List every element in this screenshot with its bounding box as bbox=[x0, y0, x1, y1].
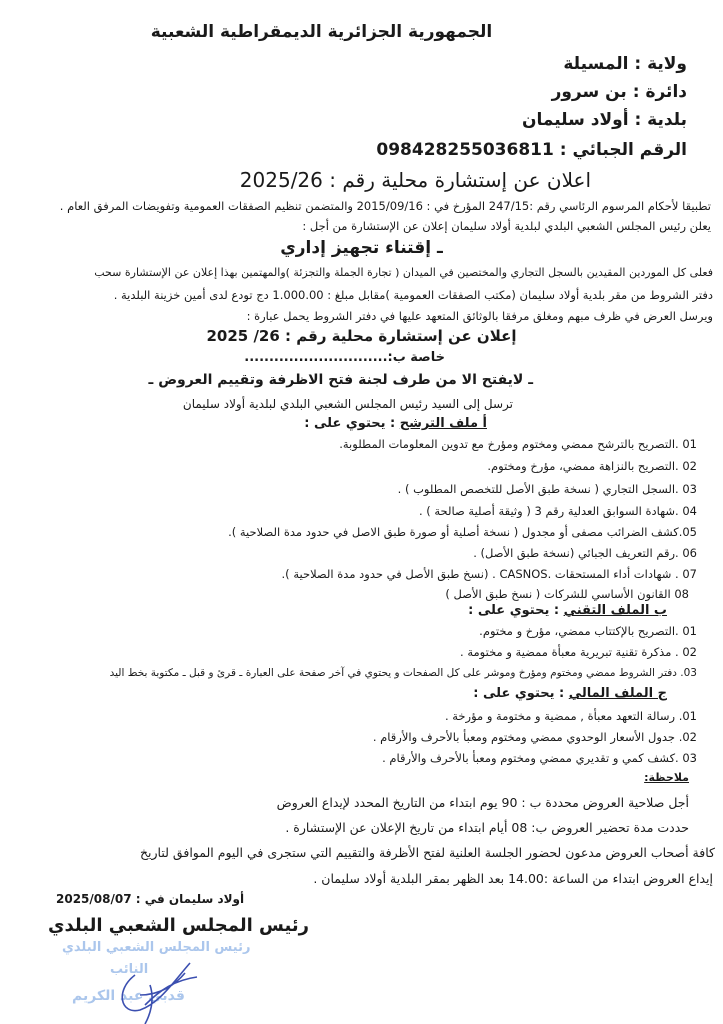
notes-label: ملاحظة: bbox=[644, 771, 689, 784]
baladiya-line: بلدية : أولاد سليمان bbox=[521, 110, 687, 130]
republic-heading: الجمهورية الجزائرية الديمقراطية الشعبية bbox=[150, 22, 493, 42]
para-3: ويرسل العرض في ظرف مبهم ومغلق مرفقا بالوثائق المتعهد عليها في دفتر الشروط يحمل عبارة : bbox=[246, 309, 713, 323]
stamp-line: النائب bbox=[110, 962, 149, 977]
list-item: 03. دفتر الشروط ممضي ومختوم ومؤرخ وموشر على كل الصفحات و يحتوي في آخر صفحة على العبارة ـ قرئ و قبل ـ مكتوبة بخط اليد bbox=[109, 667, 697, 679]
list-item: 08 القانون الأساسي للشركات ( نسخ طبق الأصل ) bbox=[445, 587, 689, 601]
section-b-title: ب الملف التقني bbox=[563, 603, 667, 618]
announcer-line: يعلن رئيس المجلس الشعبي البلدي لبلدية أولاد سليمان إعلان عن الإستشارة من أجل : bbox=[302, 219, 711, 233]
section-b-heading bbox=[468, 603, 667, 618]
note-line: إيداع العروض ابتداء من الساعة :14.00 بعد الظهر بمقر البلدية أولاد سليمان . bbox=[313, 871, 713, 886]
section-b-suffix: : يحتوي على : bbox=[468, 603, 564, 618]
announcement-title: اعلان عن إستشارة محلية رقم : 2025/26 bbox=[239, 168, 591, 192]
para-2: دفتر الشروط من مقر بلدية أولاد سليمان (مكتب الصفقات العمومية )مقابل مبلغ : 1.000.00 دج تودع لدى أمين خزينة البلدية . bbox=[113, 288, 713, 302]
signatory-title: رئيس المجلس الشعبي البلدي bbox=[48, 915, 309, 936]
section-c-heading bbox=[473, 686, 667, 701]
list-item: 03 .السجل التجاري ( نسخة طبق الأصل للتخصص المطلوب ) . bbox=[397, 482, 697, 496]
list-item: 02. جدول الأسعار الوحدوي ممضي ومختوم ومعبأ بالأحرف والأرقام . bbox=[372, 730, 697, 744]
list-item: 01 .التصريح بالإكتتاب ممضي، مؤرخ و مختوم. bbox=[479, 624, 697, 638]
stamp-line: قدبي عبد الكريم bbox=[72, 988, 185, 1004]
list-item: 06 .رقم التعريف الجبائي (نسخة طبق الأصل) . bbox=[473, 546, 697, 560]
section-a-suffix: : يحتوي على : bbox=[304, 416, 400, 431]
envelope-recipient: ترسل إلى السيد رئيس المجلس الشعبي البلدي لبلدية أولاد سليمان bbox=[182, 397, 513, 411]
list-item: 07 . شهادات أداء المستحقات .CASNOS . (نسخ طبق الأصل في حدود مدة الصلاحية ). bbox=[281, 567, 697, 581]
para-1: فعلى كل الموردين المقيدين بالسجل التجاري والمختصين في الميدان ( تجارة الجملة والتجزئة )والمهتمين بهذا إعلان عن الإستشارة سحب bbox=[94, 266, 713, 279]
subject-heading: ـ إقتناء تجهيز إداري bbox=[280, 238, 443, 258]
list-item: 01. رسالة التعهد معبأة , ممضية و مختومة و مؤرخة . bbox=[444, 709, 697, 723]
note-line: حددت مدة تحضير العروض ب: 08 أيام ابتداء من تاريخ الإعلان عن الإستشارة . bbox=[285, 820, 689, 835]
section-a-heading bbox=[304, 416, 487, 431]
envelope-special: خاصة ب:............................. bbox=[244, 350, 445, 365]
list-item: 02 .التصريح بالنزاهة ممضي، مؤرخ ومختوم. bbox=[487, 459, 697, 473]
section-c-suffix: : يحتوي على : bbox=[473, 686, 569, 701]
section-a-title: أ ملف الترشح bbox=[399, 416, 487, 431]
list-item: 01 .التصريح بالترشح ممضي ومختوم ومؤرخ مع تدوين المعلومات المطلوبة. bbox=[339, 437, 697, 451]
place-date: أولاد سليمان في : 2025/08/07 bbox=[56, 892, 245, 906]
envelope-notice: ـ لايفتح الا من طرف لجنة فتح الاظرفة وتقييم العروض ـ bbox=[148, 372, 533, 388]
signature-icon bbox=[105, 955, 205, 1024]
list-item: 02 . مذكرة تقنية تبريرية معبأة ممضية و مختومة . bbox=[460, 645, 697, 659]
section-c-title: ج الملف المالي bbox=[568, 686, 667, 701]
list-item: 03 .كشف كمي و تقديري ممضي ومختوم ومعبأ بالأحرف والأرقام . bbox=[382, 751, 697, 765]
envelope-title: إعلان عن إستشارة محلية رقم : 26/ 2025 bbox=[206, 327, 517, 345]
stamp-line: رئيس المجلس الشعبي البلدي bbox=[62, 940, 251, 955]
daira-line: دائرة : بن سرور bbox=[551, 82, 687, 102]
list-item: 05.كشف الضرائب مصفى أو مجدول ( نسخة أصلية أو صورة طبق الاصل في حدود مدة الصلاحية ). bbox=[228, 525, 697, 539]
note-line: كافة أصحاب العروض مدعون لحضور الجلسة العلنية لفتح الأظرفة والتقييم التي ستجرى في اليوم الموافق لتاريخ bbox=[139, 845, 715, 860]
legal-basis: تطبيقا لأحكام المرسوم الرئاسي رقم :247/15 المؤرخ في : 2015/09/16 والمتضمن تنظيم الصفقات العمومية وتفويضات المرفق العام . bbox=[59, 199, 711, 213]
note-line: أجل صلاحية العروض محددة ب : 90 يوم ابتداء من التاريخ المحدد لإيداع العروض bbox=[276, 795, 689, 810]
list-item: 04 .شهادة السوابق العدلية رقم 3 ( وثيقة أصلية صالحة ) . bbox=[418, 504, 697, 518]
tax-id-line: الرقم الجبائي : 098428255036811 bbox=[376, 140, 687, 160]
wilaya-line: ولاية : المسيلة bbox=[563, 54, 687, 74]
